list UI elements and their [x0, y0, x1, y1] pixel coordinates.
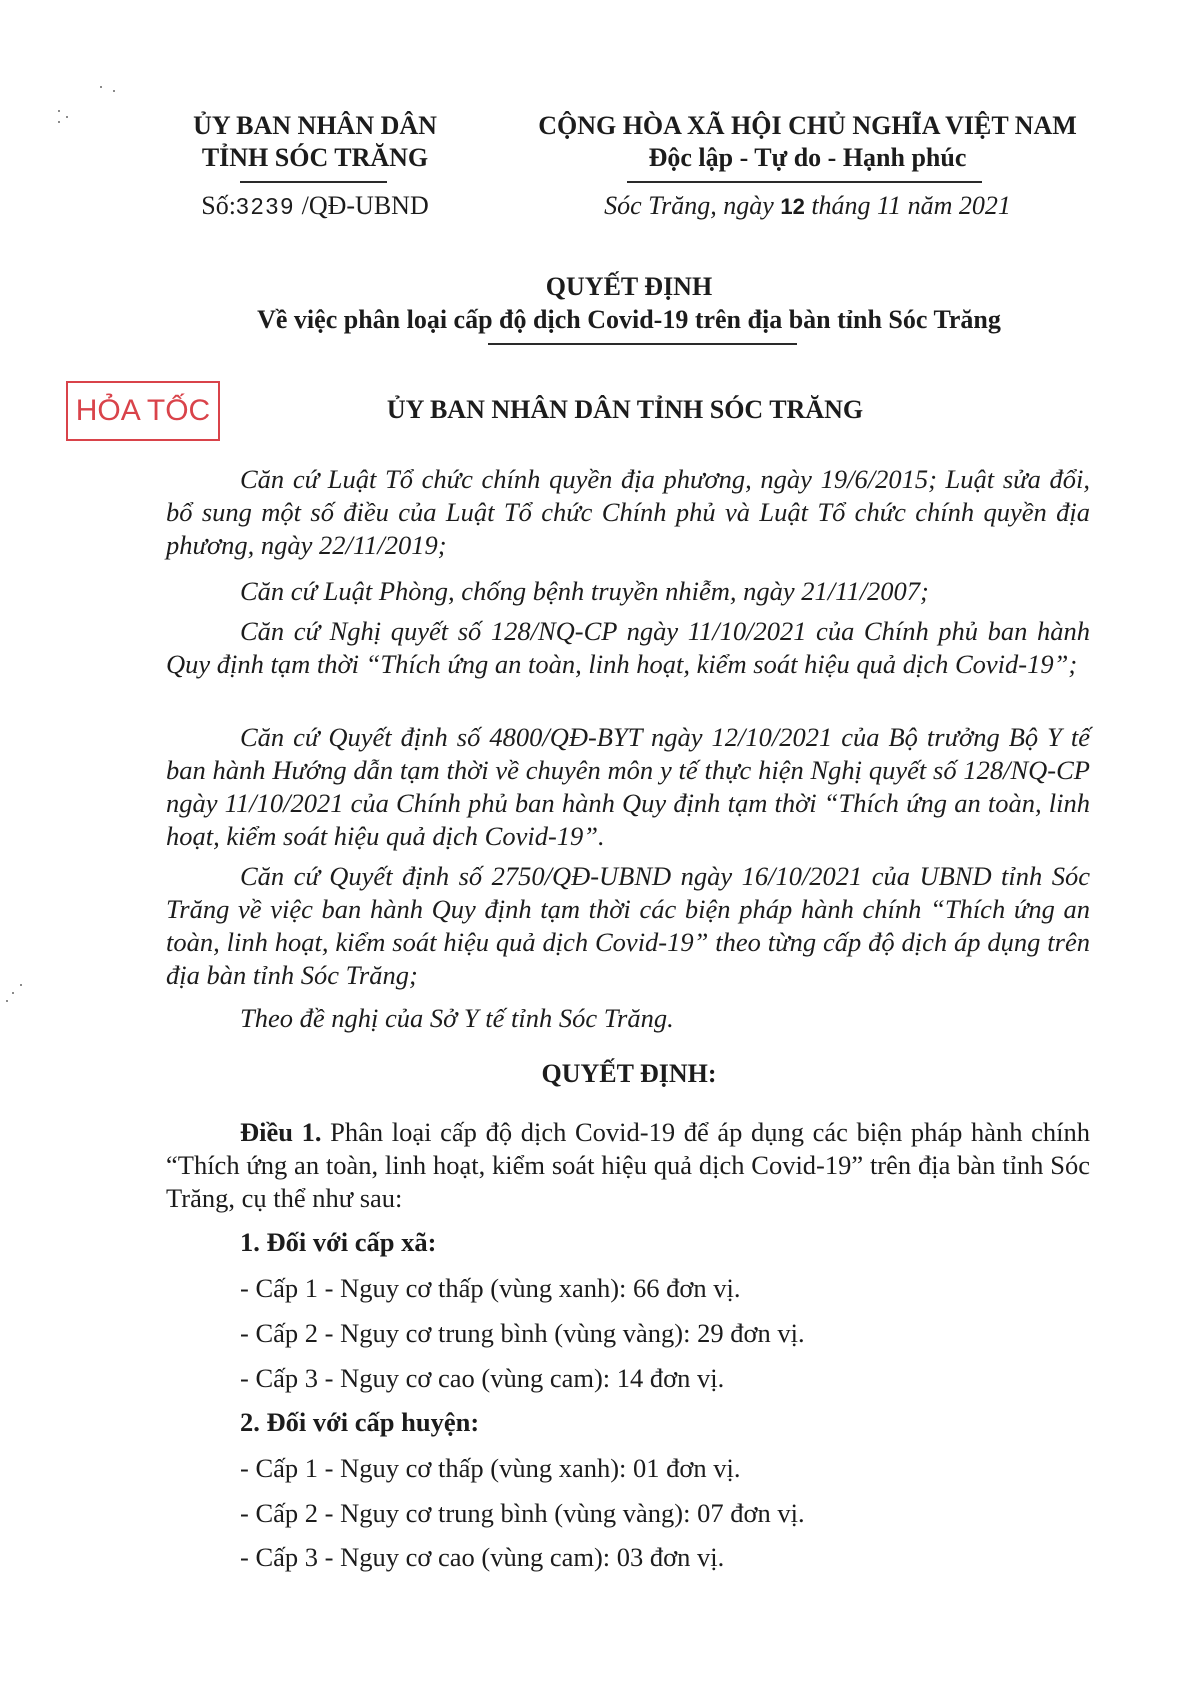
section-heading: 1. Đối với cấp xã: [240, 1227, 437, 1257]
doc-number-value: 3239 [235, 193, 296, 219]
scan-speck [20, 984, 22, 986]
preamble-paragraph: Căn cứ Quyết định số 4800/QĐ-BYT ngày 12/10/2021 của Bộ trưởng Bộ Y tế ban hành Hướng dẫn tạm thời về chuyên môn y tế thực hiện Nghị quyết số 128/NQ-CP ngày 11/10/2021 của Chính phủ ban hành Quy định tạm thời “Thích ứng an toàn, linh hoạt, kiểm soát hiệu quả dịch Covid-19”. [166, 722, 1090, 851]
list-item: - Cấp 3 - Nguy cơ cao (vùng cam): 14 đơn vị. [240, 1363, 725, 1393]
national-motto: Độc lập - Tự do - Hạnh phúc [648, 143, 967, 172]
national-title: CỘNG HÒA XÃ HỘI CHỦ NGHĨA VIỆT NAM [538, 111, 1077, 140]
urgent-stamp: HỎA TỐC [66, 381, 220, 441]
document-subtitle: Về việc phân loại cấp độ dịch Covid-19 trên địa bàn tỉnh Sóc Trăng [257, 305, 1001, 334]
issuer-underline [240, 181, 387, 183]
article-1-text: Phân loại cấp độ dịch Covid-19 để áp dụng các biện pháp hành chính “Thích ứng an toàn, linh hoạt, kiểm soát hiệu quả dịch Covid-19” trên địa bàn tỉnh Sóc Trăng, cụ thể như sau: [166, 1117, 1090, 1213]
issuing-authority: ỦY BAN NHÂN DÂN TỈNH SÓC TRĂNG [386, 395, 864, 424]
issuer-line-1: ỦY BAN NHÂN DÂN [193, 111, 437, 140]
preamble-paragraph: Căn cứ Quyết định số 2750/QĐ-UBND ngày 16/10/2021 của UBND tỉnh Sóc Trăng về việc ban hành Quy định tạm thời các biện pháp hành chính “Thích ứng an toàn, linh hoạt, kiểm soát hiệu quả dịch Covid-19” theo từng cấp độ dịch áp dụng trên địa bàn tỉnh Sóc Trăng; [166, 861, 1090, 990]
date-day: 12 [780, 194, 805, 219]
list-item: - Cấp 3 - Nguy cơ cao (vùng cam): 03 đơn vị. [240, 1542, 725, 1572]
title-underline [488, 343, 797, 345]
scan-speck [100, 86, 102, 88]
doc-number-suffix: /QĐ-UBND [295, 191, 429, 220]
scan-speck [12, 992, 14, 994]
list-item: - Cấp 1 - Nguy cơ thấp (vùng xanh): 66 đơn vị. [240, 1273, 741, 1303]
document-title: QUYẾT ĐỊNH [545, 272, 713, 301]
scan-speck [6, 1000, 8, 1002]
article-1-label: Điều 1. [240, 1117, 322, 1147]
list-item: - Cấp 2 - Nguy cơ trung bình (vùng vàng): 07 đơn vị. [240, 1498, 805, 1528]
preamble-paragraph: Căn cứ Nghị quyết số 128/NQ-CP ngày 11/10/2021 của Chính phủ ban hành Quy định tạm thời “Thích ứng an toàn, linh hoạt, kiểm soát hiệu quả dịch Covid-19”; [166, 616, 1090, 679]
list-item: - Cấp 1 - Nguy cơ thấp (vùng xanh): 01 đơn vị. [240, 1453, 741, 1483]
scan-speck [113, 90, 115, 92]
doc-number-prefix: Số: [201, 191, 236, 220]
decision-heading: QUYẾT ĐỊNH: [541, 1059, 717, 1088]
scan-speck [66, 116, 68, 118]
document-number [170, 190, 460, 222]
article-1 [166, 1116, 1090, 1215]
date-suffix: tháng 11 năm 2021 [804, 191, 1011, 220]
issuer-line-2: TỈNH SÓC TRĂNG [201, 143, 429, 172]
scan-speck [58, 121, 60, 123]
preamble-paragraph: Theo đề nghị của Sở Y tế tỉnh Sóc Trăng. [240, 1003, 674, 1033]
section-heading: 2. Đối với cấp huyện: [240, 1407, 480, 1437]
preamble-paragraph: Căn cứ Luật Phòng, chống bệnh truyền nhiễm, ngày 21/11/2007; [240, 576, 929, 606]
preamble-paragraph: Căn cứ Luật Tổ chức chính quyền địa phương, ngày 19/6/2015; Luật sửa đổi, bổ sung một số điều của Luật Tổ chức Chính phủ và Luật Tổ chức chính quyền địa phương, ngày 22/11/2019; [166, 464, 1090, 560]
date-prefix: Sóc Trăng, ngày [604, 191, 781, 220]
list-item: - Cấp 2 - Nguy cơ trung bình (vùng vàng): 29 đơn vị. [240, 1318, 805, 1348]
motto-underline [627, 181, 982, 183]
place-date [520, 190, 1095, 223]
scan-speck [58, 110, 60, 112]
